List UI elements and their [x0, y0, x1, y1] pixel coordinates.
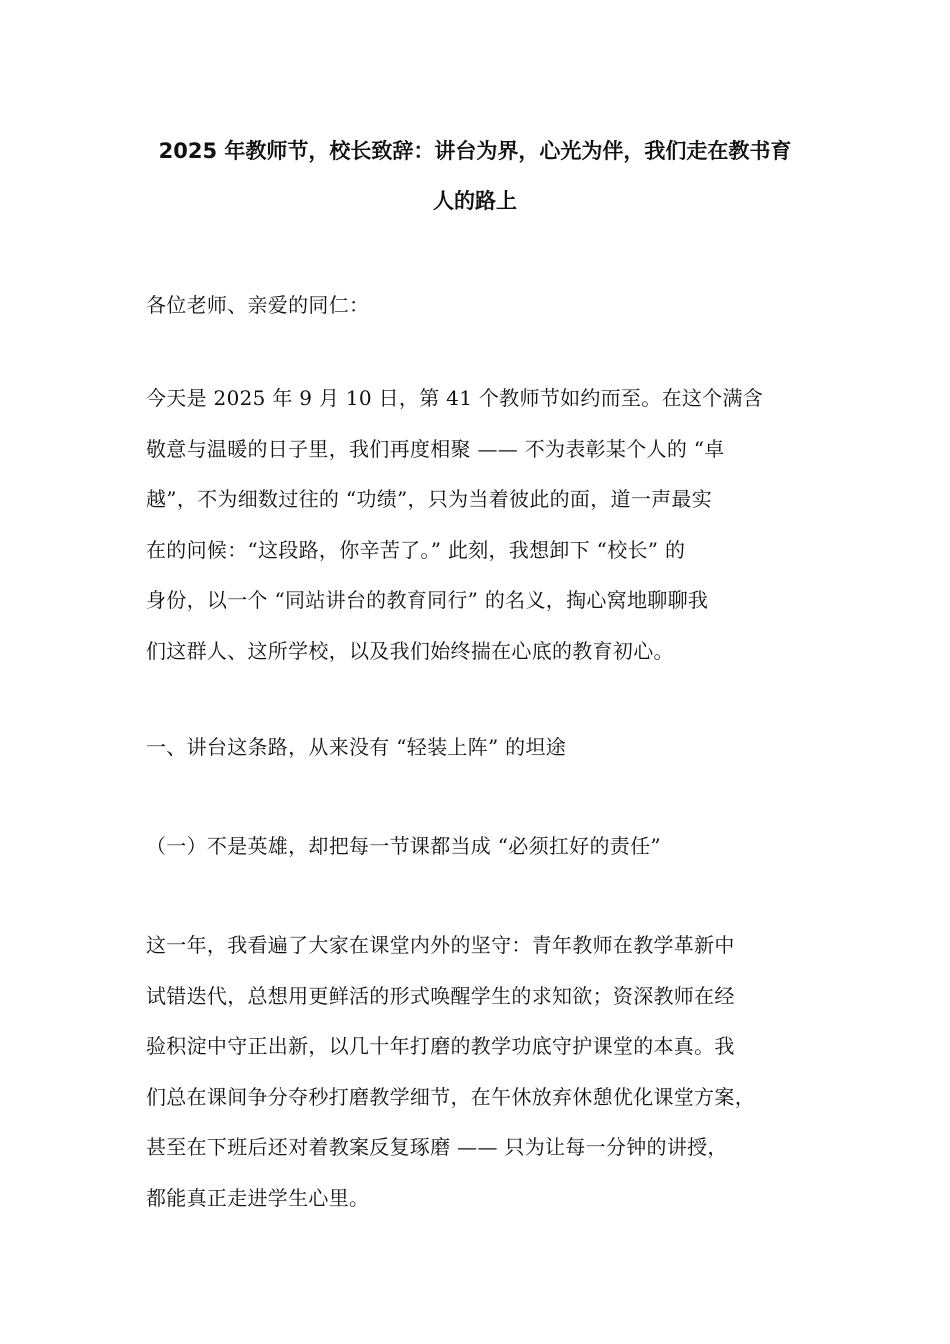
body-line: 都能真正走进学生心里。	[146, 1185, 370, 1210]
intro-line: 身份，以一个 “同站讲台的教育同行” 的名义，掏心窝地聊聊我	[146, 588, 709, 612]
body-line: 验积淀中守正出新，以几十年打磨的教学功底守护课堂的本真。我	[146, 1034, 735, 1058]
section-heading-line: 一、讲台这条路，从来没有 “轻装上阵” 的坦途	[146, 735, 567, 759]
body-paragraph	[146, 920, 826, 1223]
intro-line: 越”，不为细数过往的 “功绩”，只为当着彼此的面，道一声最实	[146, 487, 713, 511]
intro-line: 敬意与温暖的日子里，我们再度相聚 —— 不为表彰某个人的 “卓	[146, 436, 725, 461]
section-heading	[146, 722, 826, 773]
salutation-line: 各位老师、亲爱的同仁：	[146, 293, 370, 317]
intro-paragraph	[146, 373, 826, 676]
document-title	[120, 126, 830, 226]
body-line: 试错迭代，总想用更鲜活的形式唤醒学生的求知欲；资深教师在经	[146, 983, 735, 1008]
subsection-heading-line: （一）不是英雄，却把每一节课都当成 “必须扛好的责任”	[146, 834, 661, 858]
body-line: 这一年，我看遍了大家在课堂内外的坚守：青年教师在教学革新中	[146, 933, 735, 957]
intro-line: 在的问候：“这段路，你辛苦了。” 此刻，我想卸下 “校长” 的	[146, 537, 686, 562]
body-line: 甚至在下班后还对着教案反复琢磨 —— 只为让每一分钟的讲授，	[146, 1135, 728, 1159]
title-line-1: 2025 年教师节，校长致辞：讲台为界，心光为伴，我们走在教书育	[158, 139, 792, 163]
intro-line: 们这群人、这所学校，以及我们始终揣在心底的教育初心。	[146, 638, 674, 663]
intro-line: 今天是 2025 年 9 月 10 日，第 41 个教师节如约而至。在这个满含	[146, 386, 764, 410]
subsection-heading	[146, 821, 826, 872]
body-line: 们总在课间争分夺秒打磨教学细节，在午休放弃休憩优化课堂方案，	[146, 1084, 755, 1109]
salutation	[146, 280, 826, 331]
title-line-2: 人的路上	[433, 189, 517, 213]
